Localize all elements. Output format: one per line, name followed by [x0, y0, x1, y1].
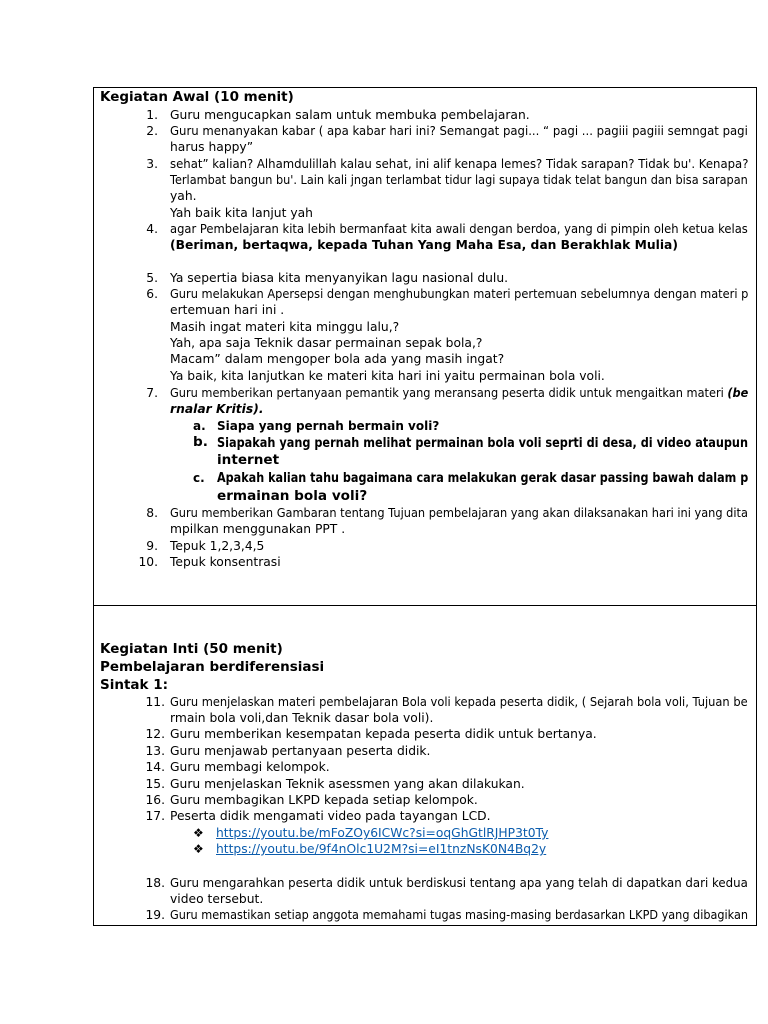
- list-item-text: Guru melakukan Apersepsi dengan menghubungkan materi pertemuan sebelumnya dengan materi p: [170, 287, 749, 301]
- list-item-text: Guru memberikan kesempatan kepada peserta didik untuk bertanya.: [170, 727, 597, 741]
- sub-question-text: Siapa yang pernah bermain voli?: [217, 419, 440, 433]
- list-number: 19.: [145, 908, 165, 922]
- list-item-text: Guru menjelaskan materi pembelajaran Bola voli kepada peserta didik, ( Sejarah bola voli, Tujuan be: [170, 695, 748, 709]
- list-item-text: Guru memberikan Gambaran tentang Tujuan pembelajaran yang akan dilaksanakan hari ini yang dita: [170, 506, 748, 520]
- pembelajaran-subheading: Pembelajaran berdiferensiasi: [100, 659, 325, 675]
- list-number: 12.: [145, 727, 165, 741]
- list-number: 13.: [145, 744, 165, 758]
- list-number: 9.: [146, 539, 158, 553]
- list-item-text: agar Pembelajaran kita lebih bermanfaat kita awali dengan berdoa, yang di pimpin oleh ketua kelas: [170, 222, 748, 236]
- list-number: 10.: [138, 555, 158, 569]
- list-item-italic-text: rnalar Kritis).: [170, 402, 264, 416]
- list-item-text: mpilkan menggunakan PPT .: [170, 522, 346, 536]
- list-number: 14.: [145, 760, 165, 774]
- list-item-text: Guru membagikan LKPD kepada setiap kelompok.: [170, 793, 478, 807]
- sub-question-text: ermainan bola voli?: [217, 488, 368, 504]
- list-item-text: Tepuk 1,2,3,4,5: [170, 539, 265, 553]
- list-item-text: Terlambat bangun bu'. Lain kali jngan terlambat tidur lagi supaya tidak telat bangun dan bisa sarapan: [170, 173, 748, 187]
- youtube-link-1[interactable]: https://youtu.be/mFoZOy6ICWc?si=oqGhGtlRJHP3t0Ty: [216, 826, 549, 840]
- list-item-text: Guru membagi kelompok.: [170, 760, 330, 774]
- diamond-bullet-icon: ❖: [193, 826, 204, 840]
- kegiatan-awal-heading: Kegiatan Awal (10 menit): [100, 89, 294, 105]
- list-item-text: Ya sepertia biasa kita menyanyikan lagu nasional dulu.: [170, 271, 509, 285]
- list-item-text: Guru mengucapkan salam untuk membuka pembelajaran.: [170, 108, 530, 122]
- list-item-text: Yah, apa saja Teknik dasar permainan sepak bola,?: [170, 336, 483, 350]
- list-item-text: Guru mengarahkan peserta didik untuk berdiskusi tentang apa yang telah di dapatkan dari kedua: [170, 876, 748, 890]
- list-number: 1.: [146, 108, 158, 122]
- list-item-text: Guru memastikan setiap anggota memahami tugas masing-masing berdasarkan LKPD yang dibagikan: [170, 908, 749, 922]
- list-item-text: video tersebut.: [170, 892, 264, 906]
- list-item-text: Yah baik kita lanjut yah: [170, 206, 313, 220]
- list-item-text: rmain bola voli,dan Teknik dasar bola voli).: [170, 711, 434, 725]
- list-item-text: Guru menanyakan kabar ( apa kabar hari ini? Semangat pagi... “ pagi ... pagiii pagiii semngat pagi: [170, 124, 748, 138]
- list-number: 17.: [145, 809, 165, 823]
- kegiatan-inti-heading: Kegiatan Inti (50 menit): [100, 641, 283, 657]
- list-number: 5.: [146, 271, 158, 285]
- sub-question-text: Apakah kalian tahu bagaimana cara melakukan gerak dasar passing bawah dalam p: [217, 470, 749, 486]
- list-item-text: yah.: [170, 189, 197, 203]
- list-number: 7.: [146, 386, 158, 400]
- list-number: 2.: [146, 124, 158, 138]
- list-number: 4.: [146, 222, 158, 236]
- list-item-text: Guru memberikan pertanyaan pemantik yang meransang peserta didik untuk mengaitkan materi (be: [170, 386, 749, 400]
- sintak-heading: Sintak 1:: [100, 677, 168, 693]
- list-item-text: Tepuk konsentrasi: [170, 555, 281, 569]
- list-number: 16.: [145, 793, 165, 807]
- list-number: 18.: [145, 876, 165, 890]
- list-item-text: Macam” dalam mengoper bola ada yang masih ingat?: [170, 352, 505, 366]
- sub-question-label: b.: [193, 434, 208, 450]
- list-number: 8.: [146, 506, 158, 520]
- list-item-text: ertemuan hari ini .: [170, 303, 285, 317]
- diamond-bullet-icon: ❖: [193, 842, 204, 856]
- sub-question-label: c.: [193, 471, 205, 485]
- list-number: 3.: [146, 157, 158, 171]
- sub-question-label: a.: [193, 419, 206, 433]
- list-item-text: Masih ingat materi kita minggu lalu,?: [170, 320, 400, 334]
- list-item-text: harus happy”: [170, 140, 254, 154]
- sub-question-text: internet: [217, 452, 280, 468]
- list-number: 15.: [145, 777, 165, 791]
- list-item-text: Guru menjawab pertanyaan peserta didik.: [170, 744, 431, 758]
- list-item-text: Guru menjelaskan Teknik asessmen yang akan dilakukan.: [170, 777, 525, 791]
- list-item-text: sehat” kalian? Alhamdulillah kalau sehat, ini alif kenapa lemes? Tidak sarapan? Tidak bu'. Kenapa?: [170, 157, 749, 171]
- list-item-text: Ya baik, kita lanjutkan ke materi kita hari ini yaitu permainan bola voli.: [170, 369, 605, 383]
- list-item-text: Peserta didik mengamati video pada tayangan LCD.: [170, 809, 491, 823]
- list-number: 6.: [146, 287, 158, 301]
- list-number: 11.: [145, 695, 165, 709]
- list-item-bold-text: (Beriman, bertaqwa, kepada Tuhan Yang Maha Esa, dan Berakhlak Mulia): [170, 238, 678, 252]
- sub-question-text: Siapakah yang pernah melihat permainan bola voli seprti di desa, di video ataupun: [217, 435, 748, 451]
- youtube-link-2[interactable]: https://youtu.be/9f4nOlc1U2M?si=eI1tnzNsK0N4Bq2y: [216, 842, 547, 856]
